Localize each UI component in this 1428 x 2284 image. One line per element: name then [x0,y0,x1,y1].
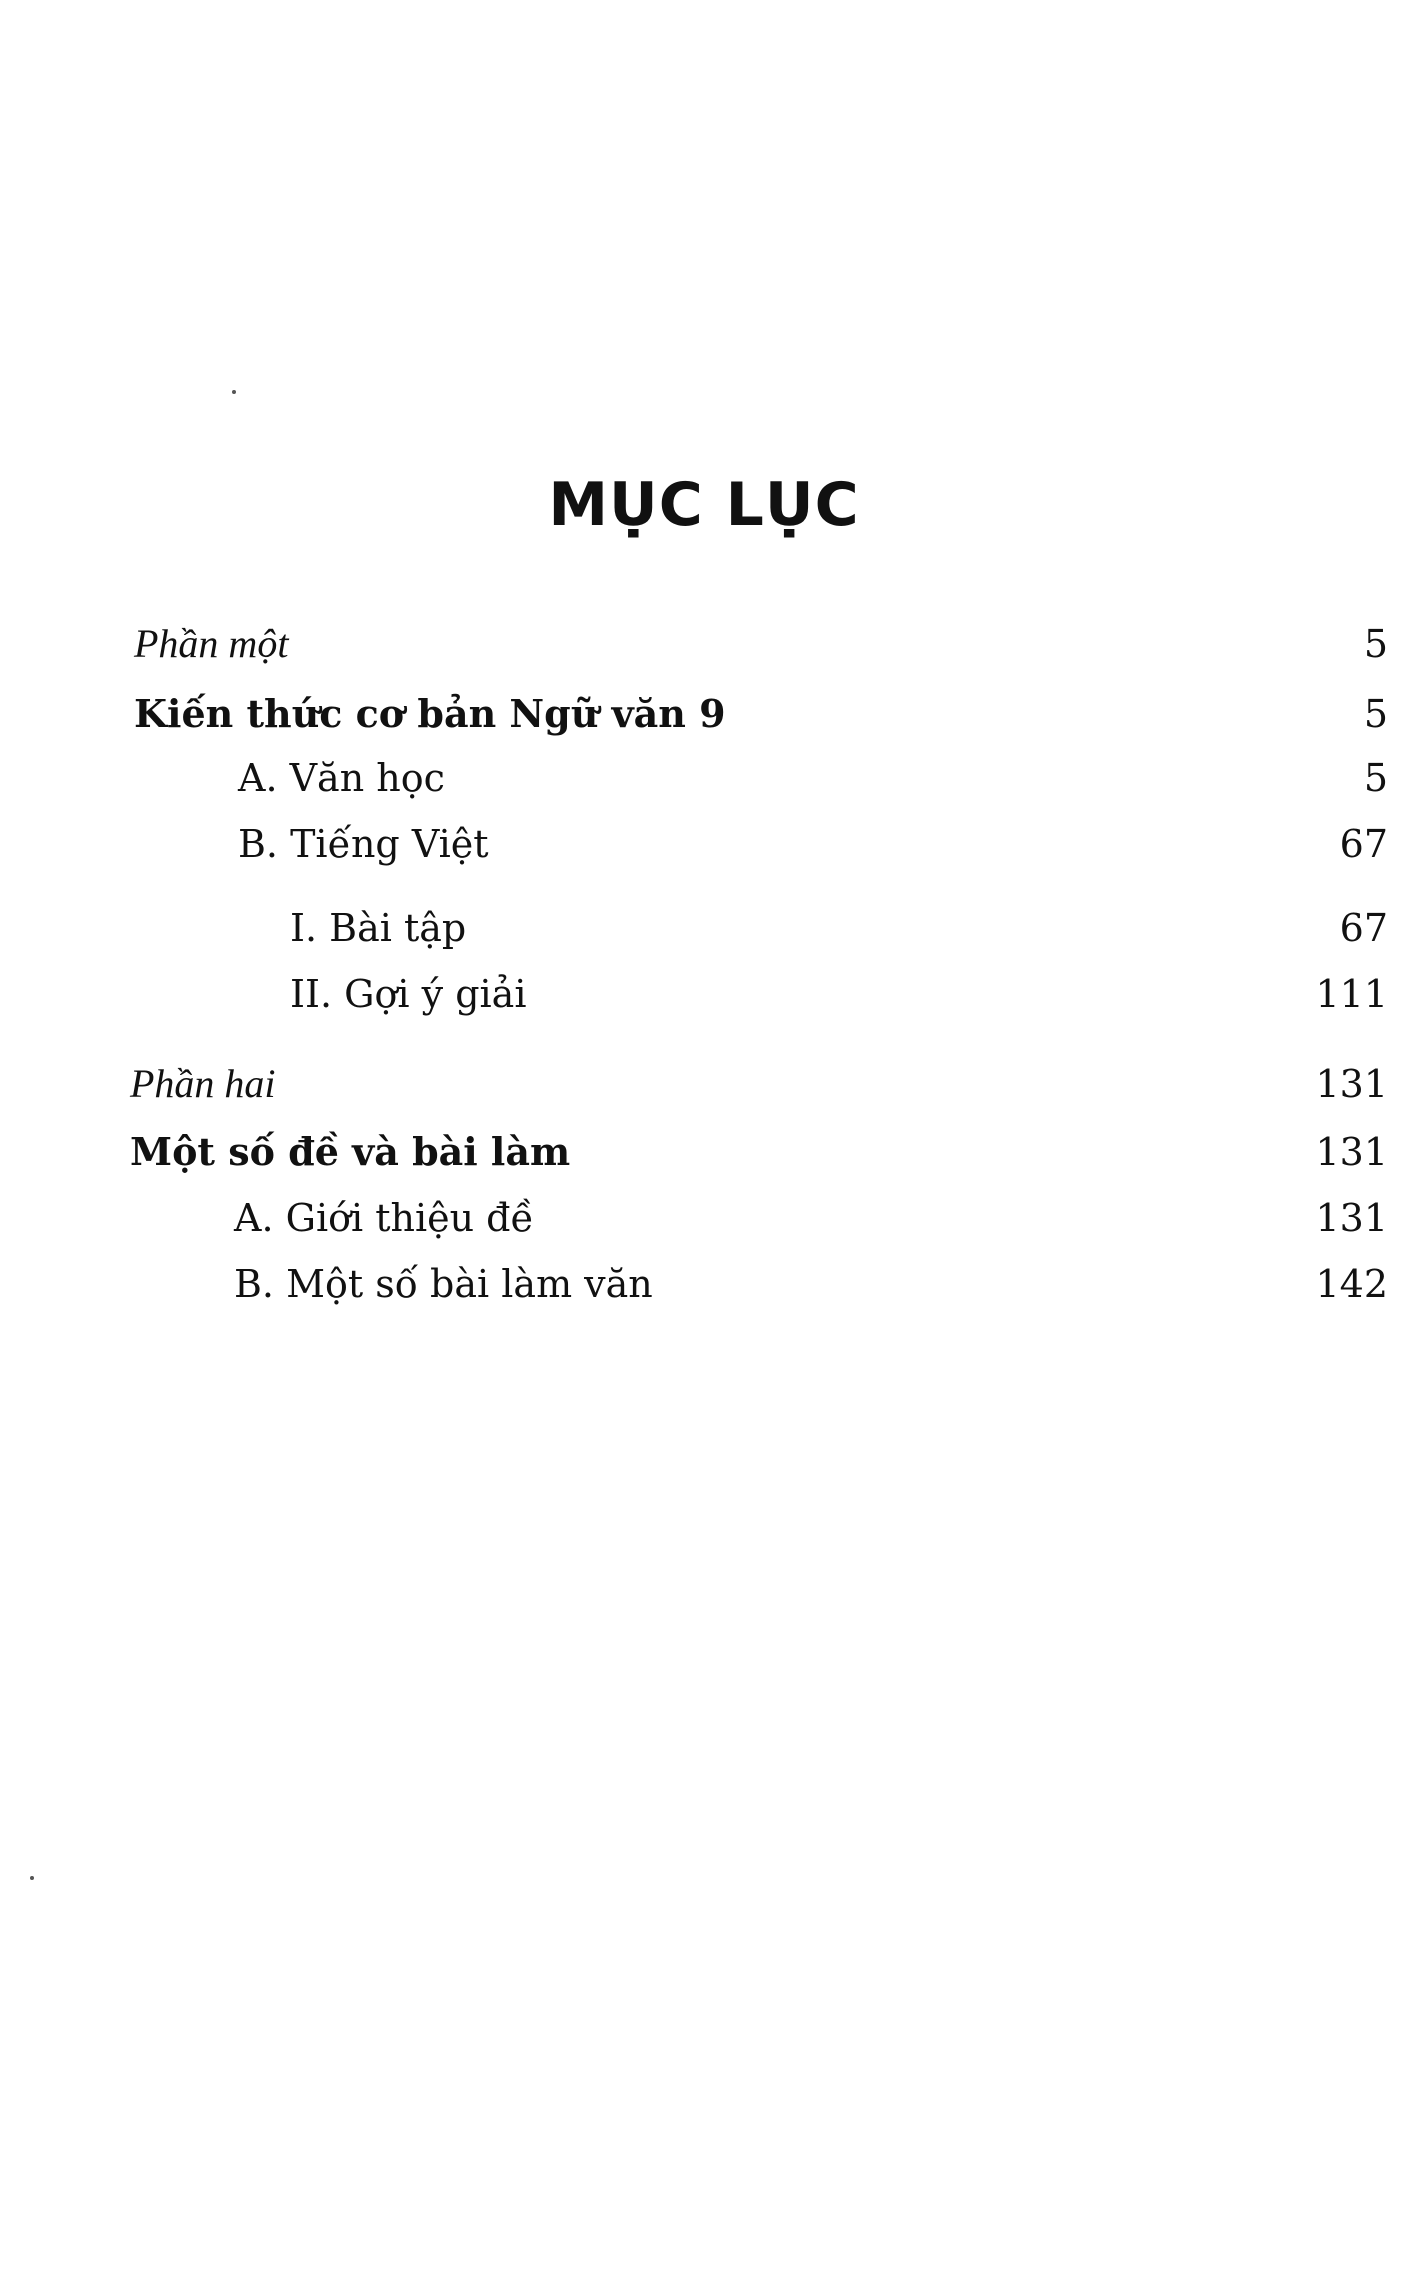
toc-entry-label: Kiến thức cơ bản Ngữ văn 9 [134,691,726,736]
page-title: MỤC LỤC [548,470,860,540]
toc-entry-page-number: 5 [1363,622,1388,666]
toc-entry-phan-mot [0,618,1428,670]
toc-entry-bai-tap [0,902,1428,954]
toc-entry-label: Phần hai [130,1061,276,1106]
toc-entry-label: B. Tiếng Việt [238,822,489,866]
toc-entry-label: A. Giới thiệu đề [234,1196,534,1240]
toc-entry-page-number: 67 [1339,822,1388,866]
print-speck [232,390,236,394]
toc-entry-van-hoc [0,752,1428,804]
toc-entry-phan-hai [0,1058,1428,1110]
toc-entry-page-number: 5 [1363,692,1388,736]
toc-entry-label: Phần một [134,621,289,666]
print-speck [30,1876,34,1880]
toc-entry-page-number: 142 [1315,1262,1388,1306]
toc-entry-page-number: 131 [1315,1130,1388,1174]
toc-entry-kien-thuc [0,688,1428,740]
toc-entry-page-number: 131 [1315,1062,1388,1106]
toc-entry-page-number: 67 [1339,906,1388,950]
toc-entry-label: II. Gợi ý giải [290,972,527,1016]
toc-entry-page-number: 111 [1315,972,1388,1016]
toc-entry-label: Một số đề và bài làm [130,1129,571,1174]
toc-entry-bai-lam-van [0,1258,1428,1310]
toc-entry-label: A. Văn học [238,756,445,800]
toc-entry-page-number: 131 [1315,1196,1388,1240]
toc-entry-tieng-viet [0,818,1428,870]
toc-entry-goi-y-giai [0,968,1428,1020]
toc-entry-gioi-thieu-de [0,1192,1428,1244]
toc-entry-label: B. Một số bài làm văn [234,1262,653,1306]
toc-entry-mot-so-de [0,1126,1428,1178]
toc-entry-page-number: 5 [1363,756,1388,800]
toc-entry-label: I. Bài tập [290,906,467,950]
